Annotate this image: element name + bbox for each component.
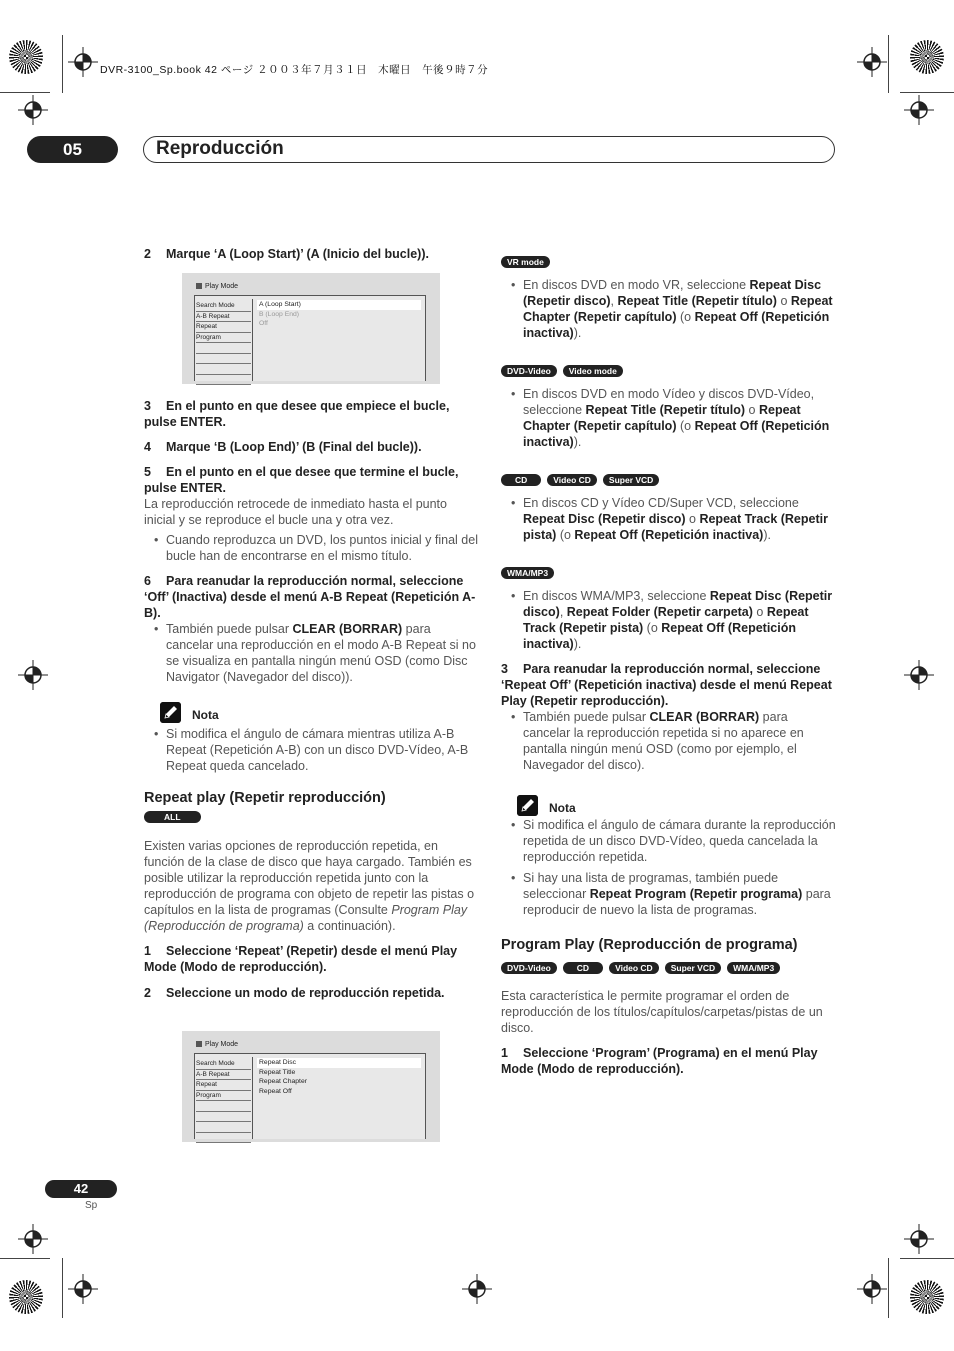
step-5-body: La reproducción retrocede de inmediato hasta el punto inicial y se reproduce el bucle una y otra vez. [144,497,447,527]
osd-play-mode-ab-repeat [182,273,440,384]
step-4: 4 Marque ‘B (Loop End)’ (B (Final del bucle)). [144,440,422,454]
note-bullet: • Si hay una lista de programas, también puede seleccionar Repeat Program (Repetir programa) para reproducir de nuevo la lista de programas. [501,870,836,918]
registration-mark-icon [18,95,48,125]
disc-badge-row [501,362,836,378]
disc-badge: DVD-Video [501,365,557,377]
wma-bullet: • En discos WMA/MP3, seleccione Repeat Disc (Repetir disco), Repeat Folder (Repetir carpeta) o Repeat Track (Repetir pista) (o Repeat Off (Repetición inactiva)). [501,588,836,652]
osd-menu [196,301,251,385]
osd-option[interactable]: Repeat Chapter [259,1078,307,1085]
dvd-video-bullet: • En discos DVD en modo Vídeo y discos DVD-Vídeo, seleccione Repeat Title (Repetir título) o Repeat Chapter (Repetir capítulo) (o Repeat Off (Repetición inactiva)). [501,386,836,450]
osd-divider [252,1057,253,1139]
osd-menu-item[interactable]: Repeat [196,322,251,333]
cd-bullet: • En discos CD y Vídeo CD/Super VCD, seleccione Repeat Disc (Repetir disco) o Repeat Track (Repetir pista) (o Repeat Off (Repetición inactiva)). [501,495,836,543]
note-pencil-icon [517,795,538,816]
chapter-title-bar [143,136,835,163]
crop-line [0,1258,50,1259]
step-3: 3 En el punto en que desee que empiece el bucle, pulse ENTER. [144,399,450,429]
color-bar-burst-icon [9,40,43,74]
osd-menu-item[interactable]: A-B Repeat [196,312,251,323]
chapter-number: 05 [27,136,118,163]
osd-option[interactable]: B (Loop End) [259,310,300,318]
disc-badge-row [144,808,479,824]
step-2: 2 Marque ‘A (Loop Start)’ (A (Inicio del bucle)). [144,247,429,261]
osd-menu-blank [196,354,251,365]
osd-menu-blank [196,1122,251,1133]
repeat-step-1: 1 Seleccione ‘Repeat’ (Repetir) desde el menú Play Mode (Modo de reproducción). [144,944,458,974]
osd-menu-item[interactable]: Search Mode [196,1059,251,1070]
osd-menu-item[interactable]: A-B Repeat [196,1070,251,1081]
osd-menu-blank [196,1101,251,1112]
crop-line [62,1258,63,1318]
osd-menu [196,1059,251,1143]
program-step-1: 1 Seleccione ‘Program’ (Programa) en el menú Play Mode (Modo de reproducción). [501,1046,818,1076]
registration-mark-icon [18,660,48,690]
registration-mark-icon [904,95,934,125]
disc-badge: WMA/MP3 [727,962,780,974]
disc-badge-row [501,253,836,269]
registration-mark-icon [68,47,98,77]
osd-option-selected[interactable]: A (Loop Start) [257,300,421,310]
disc-badge: WMA/MP3 [501,567,554,579]
osd-play-mode-repeat [182,1031,440,1142]
step-5-bullet: • Cuando reproduzca un DVD, los puntos inicial y final del bucle han de encontrarse en el mismo título. [144,532,479,564]
disc-badge: Super VCD [665,962,721,974]
osd-option-selected[interactable]: Repeat Disc [257,1058,421,1068]
note-header [160,702,479,724]
disc-badge: ALL [144,811,201,823]
osd-option[interactable]: Repeat Off [259,1087,292,1095]
osd-title: Play Mode [196,283,238,290]
disc-badge: Super VCD [603,474,659,486]
color-bar-burst-icon [910,1280,944,1314]
disc-badge-vr-mode: VR mode [501,256,550,268]
osd-menu-item[interactable]: Program [196,333,251,344]
crop-line [888,1258,889,1318]
section-body: Esta característica le permite programar el orden de reproducción de los títulos/capítulos/carpetas/pistas de un disco. [501,989,823,1035]
disc-badge-row [501,959,836,975]
osd-menu-blank [196,375,251,386]
note-pencil-icon [160,702,181,723]
print-header-line: DVR-3100_Sp.book 42 ページ ２００３年７月３１日 木曜日 午後９時７分 [100,64,489,76]
note-bullet: • Si modifica el ángulo de cámara durante la reproducción repetida de un disco DVD-Vídeo, queda cancelada la reproducción repetida. [501,817,836,865]
disc-badge: Video CD [609,962,659,974]
osd-title: Play Mode [196,1041,238,1048]
osd-menu-blank [196,1112,251,1123]
chapter-title: Reproducción [156,138,284,159]
section-title-repeat-play: Repeat play (Repetir reproducción) [144,790,386,806]
crop-line [900,92,954,93]
registration-mark-icon [18,1224,48,1254]
osd-options [257,300,421,329]
disc-badge: Video CD [547,474,597,486]
note-header [517,795,836,817]
step-3-right: 3 Para reanudar la reproducción normal, seleccione ‘Repeat Off’ (Repetición inactiva) desde el menú Repeat Play (Repetir reproducción). [501,662,832,708]
crop-line [62,35,63,93]
left-column-steps [144,398,479,1001]
note-bullet: • Si modifica el ángulo de cámara mientras utiliza A-B Repeat (Repetición A-B) con un disco DVD-Vídeo, A-B Repeat queda cancelado. [144,726,479,774]
crop-line [888,35,889,93]
step-5: 5 En el punto en el que desee que termine el bucle, pulse ENTER. [144,465,459,495]
disc-badge-row [501,471,836,487]
registration-mark-icon [857,47,887,77]
osd-menu-blank [196,364,251,375]
osd-option[interactable]: Repeat Title [259,1068,296,1076]
osd-menu-blank [196,343,251,354]
disc-badge: Video mode [563,365,623,377]
disc-badge: DVD-Video [501,962,557,974]
crop-line [900,1258,954,1259]
osd-menu-blank [196,1133,251,1144]
section-body: Existen varias opciones de reproducción repetida, en función de la clase de disco que haya cargado. También es posible utilizar la reproducción repetida junto con la reproducción de programa con objeto de repetir las pistas o capítulos en la lista de programas (Consulte Program Play (Reproducción de programa) a continuación). [144,839,475,933]
osd-menu-item[interactable]: Program [196,1091,251,1102]
disc-badge: CD [501,474,541,486]
osd-menu-item[interactable]: Repeat [196,1080,251,1091]
disc-badge: CD [563,962,603,974]
osd-menu-item[interactable]: Search Mode [196,301,251,312]
registration-mark-icon [857,1274,887,1304]
registration-mark-icon [904,1224,934,1254]
color-bar-burst-icon [910,40,944,74]
color-bar-burst-icon [9,1280,43,1314]
osd-option[interactable]: Off [259,320,268,327]
osd-divider [252,299,253,381]
registration-mark-icon [68,1274,98,1304]
note-label: Nota [192,708,219,722]
step-6: 6 Para reanudar la reproducción normal, seleccione ‘Off’ (Inactiva) desde el menú A-B Repeat (Repetición A-B). [144,574,476,620]
crop-line [0,92,50,93]
repeat-step-2: 2 Seleccione un modo de reproducción repetida. [144,986,445,1000]
note-label: Nota [549,801,576,815]
step-3-bullet: • También puede pulsar CLEAR (BORRAR) para cancelar la reproducción repetida si no aparece en pantalla ningún menú OSD (como por ejemplo, el Navegador del disco). [501,709,836,773]
right-column [501,253,836,1077]
registration-mark-icon [462,1274,492,1304]
page-language: Sp [85,1200,98,1211]
registration-mark-icon [904,660,934,690]
left-column [144,246,479,262]
osd-options [257,1058,421,1096]
vr-mode-bullet: • En discos DVD en modo VR, seleccione Repeat Disc (Repetir disco), Repeat Title (Repetir título) o Repeat Chapter (Repetir capítulo) (o Repeat Off (Repetición inactiva)). [501,277,836,341]
section-title-program-play: Program Play (Reproducción de programa) [501,937,798,953]
disc-badge-row [501,564,836,580]
page-number: 42 [45,1180,117,1198]
step-6-bullet: • También puede pulsar CLEAR (BORRAR) para cancelar una reproducción en el modo A-B Repeat si no se visualiza en pantalla ningún menú OSD (como Disc Navigator (Navegador del disco)). [144,621,479,685]
